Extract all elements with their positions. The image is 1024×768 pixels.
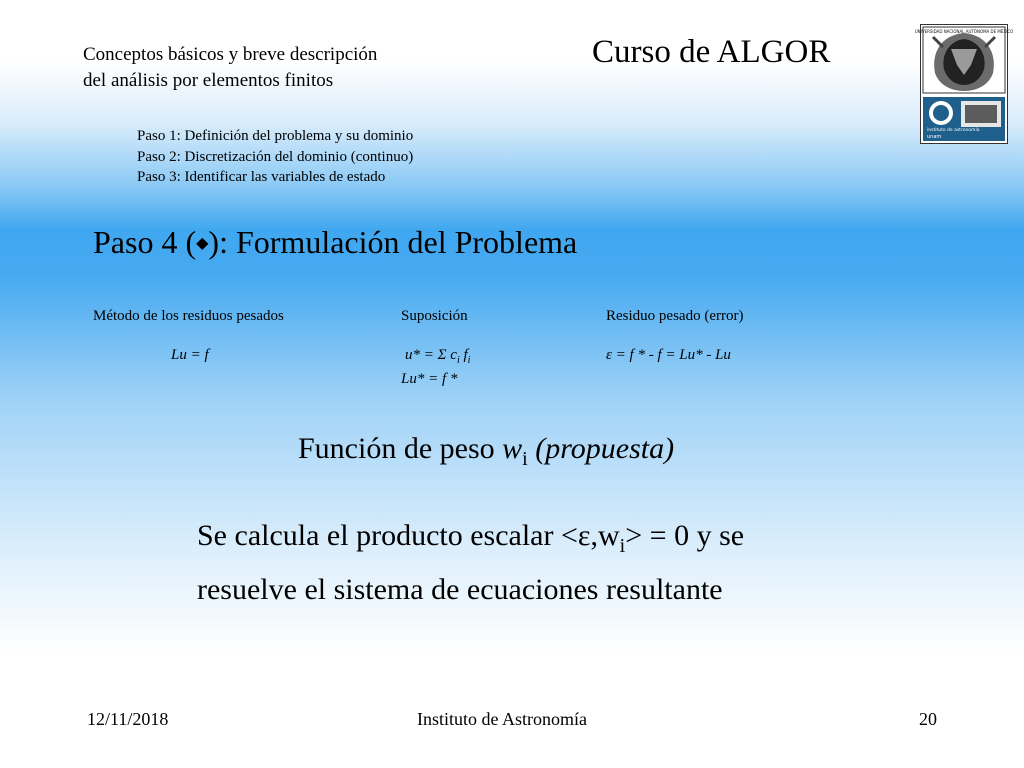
scalar-line2: resuelve el sistema de ecuaciones resultante [197,573,723,606]
logo-bottom-text: unam [927,134,942,140]
col2-eq1-part-a: u* = Σ c [405,347,457,363]
scalar-line1-a: Se calcula el producto escalar <ε,w [197,519,620,552]
step-2: Paso 2: Discretización del dominio (continuo) [137,148,414,165]
unam-logo-graphic [914,25,1014,143]
step-3: Paso 3: Identificar las variables de estado [137,169,386,185]
weighted-residual-method-column [93,307,284,365]
course-title: Curso de ALGOR [592,34,831,70]
weight-w: w [502,432,523,465]
step4-prefix: Paso 4 ( [93,224,197,260]
weight-text: Función de peso [298,432,503,465]
col3-equation: ε = f * - f = Lu* - Lu [606,347,731,363]
col2-equation2: Lu* = f * [401,371,458,387]
col2-eq1-part-b: f [459,347,468,363]
unam-logo [914,24,1014,144]
step-1: Paso 1: Definición del problema y su dominio [137,128,414,144]
header-desc-line1: Conceptos básicos y breve descripción [83,44,378,65]
footer-page-number: 20 [919,709,937,729]
footer-institution: Instituto de Astronomía [417,709,587,729]
col2-eq1-sub1: i [456,355,460,366]
scalar-line1 [197,514,744,568]
step4-title [93,224,577,261]
step4-suffix: ): Formulación del Problema [208,224,578,260]
col1-equation: Lu = f [171,347,209,363]
col2-title: Suposición [401,308,468,324]
scalar-product-text [197,514,744,611]
header-desc-line2: del análisis por elementos finitos [83,70,334,91]
weight-function [298,432,674,471]
footer-date: 12/11/2018 [87,709,169,729]
scalar-line1-b: > = 0 y se [625,519,745,552]
assumption-column [401,307,470,389]
weight-proposed: (propuesta) [527,432,675,465]
logo-mid-text: instituto de astronomía [927,128,980,133]
scalar-line1-sub: i [619,535,626,557]
logo-top-text: UNIVERSIDAD NACIONAL AUTÓNOMA DE MÉXICO [914,29,1014,34]
weighted-residual-column [606,307,743,365]
steps-list [137,126,413,188]
col2-eq1-sub2: i [467,355,471,366]
col2-equation1 [401,346,470,370]
col3-title: Residuo pesado (error) [606,308,744,324]
weight-sub: i [522,448,528,470]
diamond-icon: ◆ [196,235,209,252]
col1-title: Método de los residuos pesados [93,308,284,324]
header-description [83,42,377,94]
